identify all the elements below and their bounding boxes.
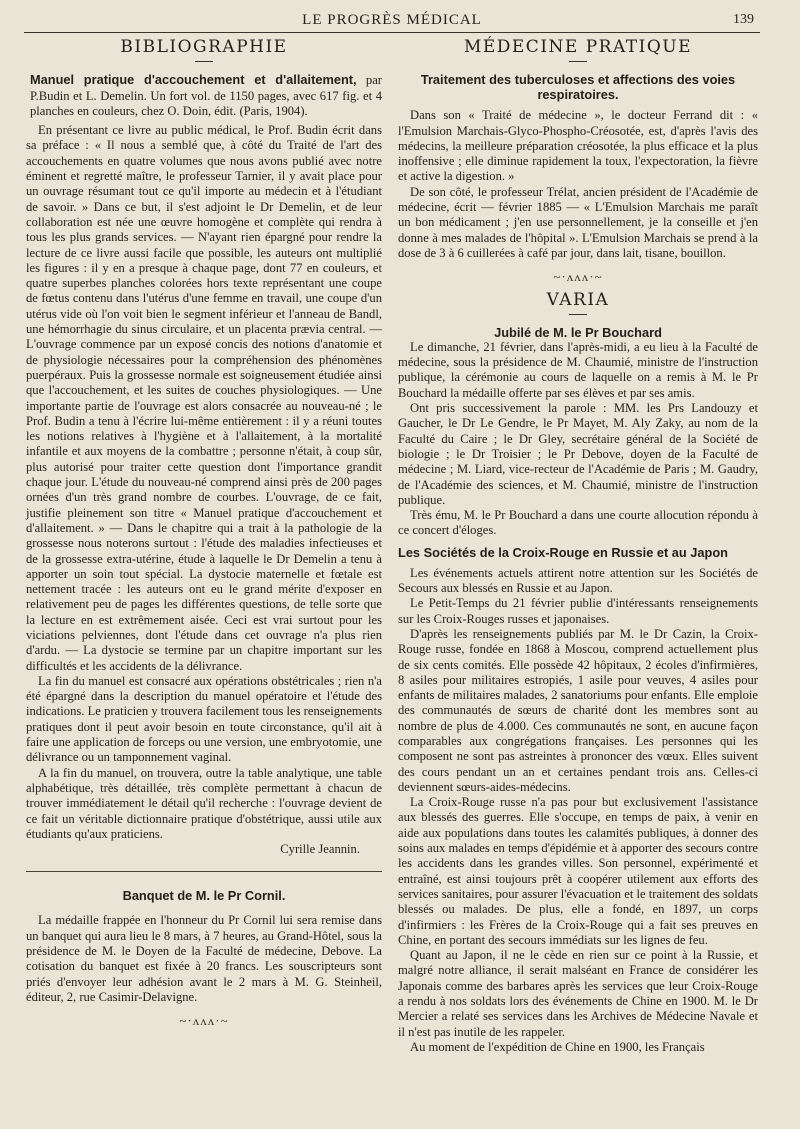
croix-rouge-title: Les Sociétés de la Croix-Rouge en Russie et au Japon [398, 544, 728, 560]
medecine-paragraph: De son côté, le professeur Trélat, ancien président de l'Académie de médecine, écrit — février 1885 — « L'Emulsion Marchais me paraît un bon médicament ; j'en use personnellement, je la conseille et j'en donne à mes malades de l'hôpital ». L'Emulsion Marchais se prend à la dose de 3 à 6 cuillerées à café par jour, dans lait, tisane, bouillon. [398, 184, 758, 260]
varia-title: VARIA [546, 289, 610, 310]
jubile-title: Jubilé de M. le Pr Bouchard [494, 324, 662, 340]
croix-rouge-paragraph: Le Petit-Temps du 21 février publie d'intéressants renseignements sur les Croix-Rouges russes et japonaises. [398, 596, 758, 626]
section-rule [195, 61, 213, 62]
running-head [24, 10, 760, 33]
ornament-flourish: ~·ʌʌʌ·~ [553, 269, 603, 285]
medecine-subtitle: Traitement des tuberculoses et affections des voies respiratoires. [420, 72, 736, 103]
divider [26, 871, 382, 872]
croix-rouge-paragraph: Les événements actuels attirent notre attention sur les Sociétés de Secours aux blessés en Russie et au Japon. [398, 565, 758, 596]
croix-rouge-paragraph: La Croix-Rouge russe n'a pas pour but exclusivement l'assistance aux blessés des guerres. Elle s'occupe, en temps de paix, à venir en aide aux populations dans toutes les calamités publiques, à donner des soins aux malades en temps d'épidémie et à apporter des secours contre les accidents dans les grandes villes. Son personnel, expérimenté et entraîné, est ainsi toujours prêt à coopérer utilement aux efforts des services sanitaires, pour assurer l'évacuation et le traitement des soldats blessés ou malades. De plus, elle a fondé, en 1897, un corps d'infirmiers : les Frères de la Croix-Rouge qui a fait ses preuves en Chine, en portant des secours immédiats sur les lignes de feu. [398, 795, 758, 947]
banquet-title: Banquet de M. le Pr Cornil. [122, 888, 286, 904]
book-ref-details: par P.Budin et L. Demelin. Un fort vol. de 1150 pages, avec 617 fig. et 4 planches en couleurs, chez O. Doin, édit. (Paris, 1904). [30, 73, 382, 118]
page-number: 139 [733, 12, 754, 27]
bibliographie-paragraph: En présentant ce livre au public médical, le Prof. Budin écrit dans sa préface : « Il nous a semblé que, à côté du Traité de l'art des accouchements en quatre volumes que nous avons publié avec notre éminent et regretté maître, le professeur Tarnier, il y avait place pour un ouvrage résumant tout ce qu'il importe au médecin et à l'étudiant de savoir. » Dans ce but, il s'est adjoint le Dr Demelin, et de leur collaboration est née une œuvre homogène et complète qui rendra à tous les plus grands services. — N'ayant rien épargné pour rendre la lecture de ce livre aussi facile que possible, les auteurs ont multiplié les figures : il y en a presque à chaque page, dont 77 en couleurs, et quatre superbes planches colorées hors texte représentant une coupe de fœtus contenu dans l'utérus d'une femme en travail, une coupe d'un utérus vide où l'on voit bien le segment inférieur et l'anneau de Bandl, une hémorrhagie du sinus circulaire, et un placenta prævia central. — L'ouvrage commence par un exposé concis des notions d'anatomie et de physiologie nécessaires pour la compréhension des phénomènes puerpéraux. Puis la grossesse normale est soigneusement étudiée ainsi que l'accouchement, et les suites de couches physiologiques. — Une importante partie de l'ouvrage est alors consacrée au nouveau-né ; le Prof. Budin a tenu à l'écrire lui-même entièrement : il y a réuni toutes les notions relatives à l'hygiène et à l'allaitement, à la mortalité infantile et aux moyens de la combattre ; personne n'était, à coup sûr, plus autorisé pour traiter cette question dont l'importance grandit chaque jour. L'étude du nouveau-né comprend ainsi près de 200 pages ornées d'un très grand nombre de courbes. L'ouvrage, de ce fait, justifie pleinement son titre « Manuel pratique d'accouchement et d'allaitement. » — Dans le chapitre qui a trait à la pathologie de la grossesse nous noterons surtout : l'étude des maladies infectieuses et de la grossesse extra-utérine, étude à laquelle le Dr Demelin a tenu à apporter un soin tout spécial. La dystocie maternelle et fœtale est nettement tracée : les auteurs ont eu le grand mérite d'exposer en relativement peu de pages les différentes questions, de telle sorte que la lecture en est extrêmement aisée. Ceci est vrai surtout pour les viciations pelviennes, dont l'étude dans cet ouvrage n'a plus rien d'ardu. — La dystocie se termine par un chapitre important sur les difficultés et les accidents de la délivrance. [26, 123, 382, 673]
left-column [26, 37, 382, 1037]
book-reference [26, 72, 382, 119]
jubile-paragraph: Ont pris successivement la parole : MM. les Prs Landouzy et Gaucher, le Dr Le Gendre, le Pr Mayet, M. Aly Zaky, au nom de la Faculté du Caire ; le Dr Gley, secrétaire général de la Société de biologie ; le Dr Troisier ; le Pr Debove, doyen de la Faculté de médecine ; M. Liard, vice-recteur de l'Académie de Paris ; M. Gaudry, de l'Académie des sciences, et M. Chaumié, ministre de l'instruction publique. [398, 401, 758, 507]
right-column [398, 37, 758, 1055]
medecine-pratique-title: MÉDECINE PRATIQUE [463, 37, 693, 57]
signature: Cyrille Jeannin. [280, 842, 360, 857]
croix-rouge-paragraph: Quant au Japon, il ne le cède en rien sur ce point à la Russie, et malgré notre alliance, il serait malséant en France de considérer les Japonais comme des barbares après les services que leur Croix-Rouge a rendu à nos soldats lors des événements de Chine en 1900. M. le Dr Mercier a relaté ses services dans les Archives de Médecine Navale et il n'est pas inutile de les rappeler. [398, 948, 758, 1039]
bibliographie-paragraph: A la fin du manuel, on trouvera, outre la table analytique, une table alphabétique, très détaillée, très complète permettant à chacun de trouver immédiatement le détail qu'il recherche : l'ouvrage devient de ce fait un véritable dictionnaire pratique d'obstétrique, aussi utile aux étudiants qu'aux praticiens. [26, 765, 382, 841]
croix-rouge-paragraph: Au moment de l'expédition de Chine en 1900, les Français [410, 1039, 705, 1054]
jubile-paragraph: Le dimanche, 21 février, dans l'après-midi, a eu lieu à la Faculté de médecine, sous la présidence de M. Chaumié, ministre de l'instruction publique, la cérémonie au cours de laquelle on a remis à M. le Pr Bouchard la médaille offerte par ses élèves et par ses amis. [398, 339, 758, 400]
croix-rouge-paragraph: D'après les renseignements publiés par M. le Dr Cazin, la Croix-Rouge russe, fondée en 1868 à Moscou, comprend actuellement plus de six cents comités. Elle possède 42 hôpitaux, 2 écoles d'infirmières, 8 asiles pour militaires estropiés, 1 asile pour veuves, 4 asiles pour enfants de militaires malades, 2 sanatoriums pour enfants. Elle emploie des communautés de sœurs de charité dont les membres sont au nombre de plus de 4.000. Ces communautés ne sont, en aucune façon comparables aux congrégations françaises. Les personnes qui les composent ne sont pas astreintes à prononcer des vœux. Elles suivent des cours pendant un an et certaines pendant trois ans. Celles-ci deviennent sœurs-aides-médecins. [398, 626, 758, 794]
section-rule [569, 61, 587, 62]
ornament-flourish: ~·ʌʌʌ·~ [179, 1013, 229, 1029]
journal-title: LE PROGRÈS MÉDICAL [302, 12, 482, 28]
book-title: Manuel pratique d'accouchement et d'allaitement, [30, 72, 357, 88]
medecine-paragraph: Dans son « Traité de médecine », le docteur Ferrand dit : « l'Emulsion Marchais-Glyco-Phospho-Créosotée, est, d'après l'avis des médecins, la meilleure préparation créosotée, la plus efficace et la plus inoffensive ; elle diminue rapidement la toux, l'expectoration, la fièvre et active la digestion. » [398, 108, 758, 184]
bibliographie-title: BIBLIOGRAPHIE [120, 37, 288, 57]
bibliographie-paragraph: La fin du manuel est consacré aux opérations obstétricales ; rien n'a été épargné dans la description du manuel opératoire et l'étude des indications. Le praticien y trouvera facilement tous les renseignements pratiques dont il peut avoir besoin en toute circonstance, qu'il ait à faire une application de forceps ou une version, une embryotomie, une délivrance ou un tamponnement vaginal. [26, 673, 382, 765]
section-rule [569, 314, 587, 315]
jubile-paragraph: Très ému, M. le Pr Bouchard a dans une courte allocution répondu à ce concert d'éloges. [398, 508, 758, 538]
banquet-paragraph: La médaille frappée en l'honneur du Pr Cornil lui sera remise dans un banquet qui aura lieu le 8 mars, à 7 heures, au Grand-Hôtel, sous la présidence de M. le Doyen de la Faculté de médecine, Debove. La cotisation du banquet est fixée à 20 francs. Les souscripteurs sont priés d'envoyer leur adhésion avant le 2 mars à M. G. Steinheil, éditeur, 2, rue Casimir-Delavigne. [26, 913, 382, 1004]
